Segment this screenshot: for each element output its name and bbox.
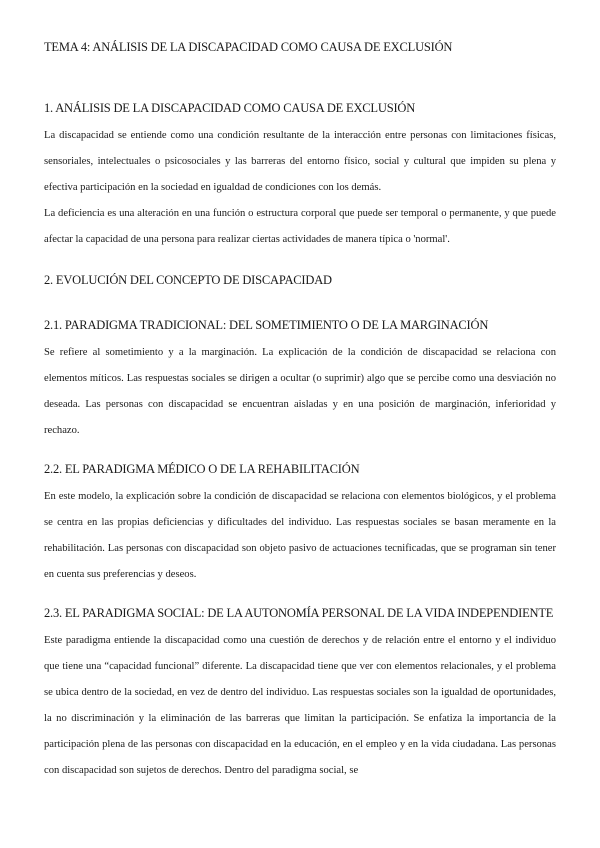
section-heading: 2. EVOLUCIÓN DEL CONCEPTO DE DISCAPACIDAD	[44, 273, 332, 287]
section-paradigma-social	[44, 606, 556, 784]
section-heading: 2.1. PARADIGMA TRADICIONAL: DEL SOMETIMIENTO O DE LA MARGINACIÓN	[44, 318, 489, 332]
section-heading: 2.3. EL PARADIGMA SOCIAL: DE LA AUTONOMÍA PERSONAL DE LA VIDA INDEPENDIENTE	[44, 606, 554, 620]
section-evolucion	[44, 273, 556, 288]
section-paradigma-tradicional	[44, 318, 556, 444]
paragraph: Este paradigma entiende la discapacidad como una cuestión de derechos y de relación entre el entorno y el individuo que tiene una “capacidad funcional” diferente. La discapacidad tiene que ver con elementos relacionales, y el problema se ubica dentro de la sociedad, en vez de dentro del individuo. Las respuestas sociales son la igualdad de oportunidades, la no discriminación y la eliminación de las barreras que limitan la participación. Se enfatiza la importancia de la participación plena de las personas con discapacidad en la educación, en el empleo y en la vida ciudadana. Las personas con discapacidad son sujetos de derechos. Dentro del paradigma social, se	[44, 635, 556, 776]
section-analisis	[44, 101, 556, 253]
paragraph: La deficiencia es una alteración en una función o estructura corporal que puede ser temporal o permanente, y que puede afectar la capacidad de una persona para realizar ciertas actividades de manera típica o 'normal'.	[44, 208, 556, 245]
paragraph: En este modelo, la explicación sobre la condición de discapacidad se relaciona con elementos biológicos, y el problema se centra en las propias deficiencias y dificultades del individuo. Las respuestas sociales se basan meramente en la rehabilitación. Las personas con discapacidad son objeto pasivo de actuaciones tecnificadas, que se programan sin tener en cuenta sus preferencias y deseos.	[44, 491, 556, 580]
section-heading: 2.2. EL PARADIGMA MÉDICO O DE LA REHABILITACIÓN	[44, 462, 360, 476]
document-title: TEMA 4: ANÁLISIS DE LA DISCAPACIDAD COMO CAUSA DE EXCLUSIÓN	[44, 40, 453, 54]
section-heading: 1. ANÁLISIS DE LA DISCAPACIDAD COMO CAUSA DE EXCLUSIÓN	[44, 101, 416, 115]
paragraph: Se refiere al sometimiento y a la marginación. La explicación de la condición de discapacidad se relaciona con elementos míticos. Las respuestas sociales se dirigen a ocultar (o suprimir) algo que se percibe como una desviación no deseada. Las personas con discapacidad se encuentran aisladas y en una posición de marginación, inferioridad y rechazo.	[44, 347, 556, 436]
section-paradigma-medico	[44, 462, 556, 588]
paragraph: La discapacidad se entiende como una condición resultante de la interacción entre personas con limitaciones físicas, sensoriales, intelectuales o psicosociales y las barreras del entorno físico, social y cultural que impiden su plena y efectiva participación en la sociedad en igualdad de condiciones con los demás.	[44, 130, 556, 193]
